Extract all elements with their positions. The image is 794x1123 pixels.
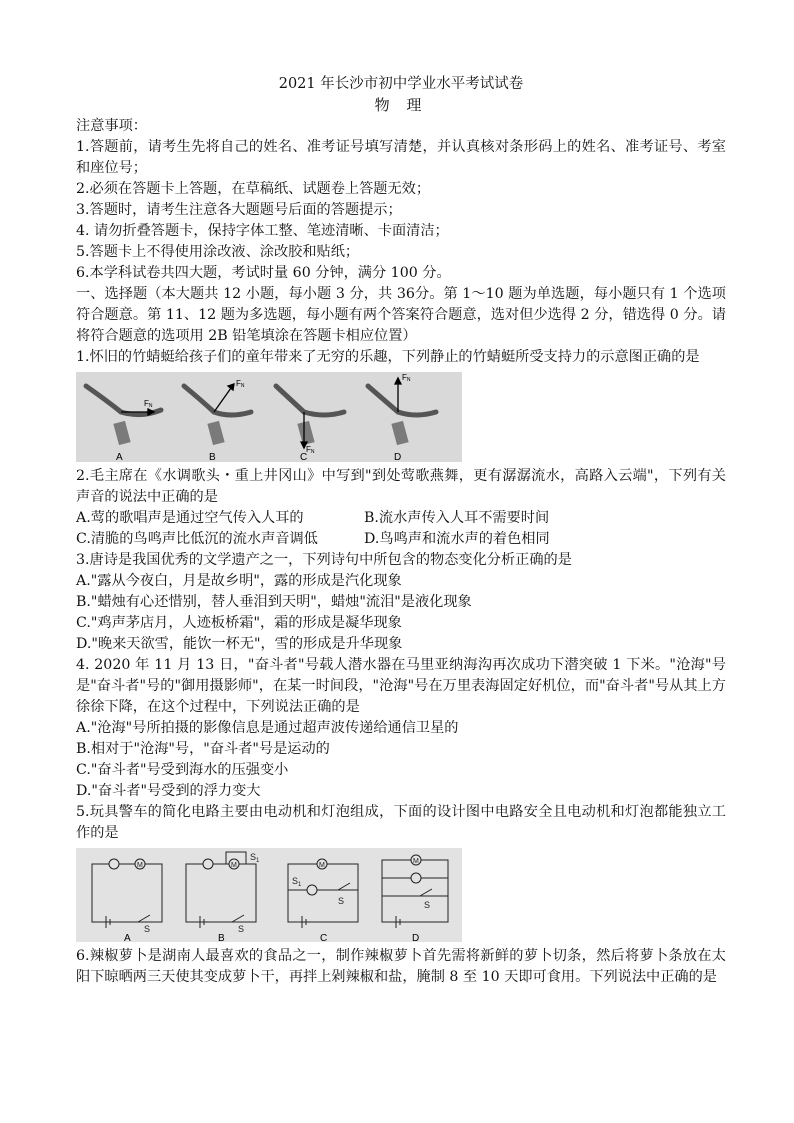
dragonfly-wing xyxy=(276,386,304,412)
switch1-label-b: $S_1$ xyxy=(250,852,260,864)
lamp-icon xyxy=(109,859,119,869)
q4-stem: 4. 2020 年 11 月 13 日，"奋斗者"号载人潜水器在马里亚纳海沟再次成功下潜突破 1 下米。"沧海"号是"奋斗者"号的"御用摄影师"，在某一时间段，"沧海"号在万里表海固定好机位，而"奋斗者"号从其上方徐徐下降，在这个过程中，下列说法正确的是 xyxy=(76,657,726,715)
q1-dragonfly-drawing xyxy=(76,372,462,462)
q1-figure-dragonfly xyxy=(76,372,462,462)
exam-subject: 物 理 xyxy=(374,96,428,114)
circuit-a-loop xyxy=(92,864,162,922)
q3-stem: 3.唐诗是我国优秀的文学遗产之一，下列诗句中所包含的物态变化分析正确的是 xyxy=(76,552,572,568)
switch-label-b: S xyxy=(238,924,245,934)
switch-label-d: S xyxy=(424,900,431,910)
q4-option-c: C."奋斗者"号受到海水的压强变小 xyxy=(76,762,289,778)
motor-symbol: M xyxy=(231,862,237,869)
exam-title: 2021 年长沙市初中学业水平考试试卷 xyxy=(278,76,524,92)
dragonfly-wing xyxy=(86,386,121,412)
fig-label-b: B xyxy=(218,933,225,942)
q2-options-row2 xyxy=(76,529,726,550)
q3-option-c: C."鸡声茅店月，人迹板桥霜"，霜的形成是凝华现象 xyxy=(76,615,402,631)
hand-shape xyxy=(113,421,130,445)
q3-option-b: B."蜡烛有心还惜别，替人垂泪到天明"，蜡烛"流泪"是液化现象 xyxy=(76,594,472,610)
dragonfly-wing xyxy=(304,412,344,415)
hand-shape xyxy=(391,421,408,445)
note-item: 3.答题时，请考生注意各大题题号后面的答题提示； xyxy=(76,202,402,218)
fig-label-d: D xyxy=(394,452,402,462)
q6-stem: 6.辣椒萝卜是湖南人最喜欢的食品之一，制作辣椒萝卜首先需将新鲜的萝卜切条，然后将萝卜条放在太阳下晾晒两三天使其变成萝卜干，再拌上剁辣椒和盐，腌制 8 至 10 天即可食用。下列说法中正确的是 xyxy=(76,948,726,985)
note-item: 6.本学科试卷共四大题，考试时量 60 分钟，满分 100 分。 xyxy=(76,265,451,281)
switch-icon xyxy=(338,883,350,890)
exam-page xyxy=(76,74,726,988)
switch-label-a: S xyxy=(144,924,151,934)
q4-option-b: B.相对于"沧海"号，"奋斗者"号是运动的 xyxy=(76,741,330,757)
fig-label-c: C xyxy=(320,933,328,942)
force-label-b: FN xyxy=(236,379,245,389)
note-item: 2.必须在答题卡上答题，在草稿纸、试题卷上答题无效； xyxy=(76,181,431,197)
switch1-label-c: $S_1$ xyxy=(292,876,302,888)
fig-label-a: A xyxy=(124,933,131,942)
dragonfly-wing xyxy=(184,386,214,412)
note-item: 4. 请勿折叠答题卡，保持字体工整、笔迹清晰、卡面清洁； xyxy=(76,223,449,239)
note-item: 5.答题卡上不得使用涂改液、涂改胶和贴纸； xyxy=(76,244,360,260)
motor-symbol: M xyxy=(413,858,419,865)
force-label-c: FN xyxy=(306,445,315,455)
q5-circuit-drawing xyxy=(76,848,462,942)
q2-option-b: B.流水声传入人耳不需要时间 xyxy=(364,510,550,526)
q2-option-d: D.鸟鸣声和流水声的着色相同 xyxy=(364,531,550,547)
q3-option-a: A."露从今夜白，月是故乡明"，露的形成是汽化现象 xyxy=(76,573,402,589)
lamp-icon xyxy=(307,885,317,895)
q2-option-a: A.莺的歌唱声是通过空气传入人耳的 xyxy=(76,510,304,526)
circuit-d-loop xyxy=(382,860,448,922)
switch-icon xyxy=(420,889,432,896)
switch-label-c: S xyxy=(338,896,345,906)
force-arrow-b xyxy=(214,388,231,412)
fig-label-a: A xyxy=(116,452,123,462)
circuit-c-loop xyxy=(288,864,358,922)
circuit-b-loop xyxy=(186,864,256,922)
lamp-icon xyxy=(203,859,213,869)
q3-option-d: D."晚来天欲雪，能饮一杯无"，雪的形成是升华现象 xyxy=(76,636,403,652)
switch-icon xyxy=(138,915,150,922)
q4-option-d: D."奋斗者"号受到的浮力变大 xyxy=(76,783,261,799)
q2-option-c: C.清脆的鸟鸣声比低沉的流水声音调低 xyxy=(76,531,318,547)
dragonfly-wing xyxy=(214,412,251,415)
q5-figure-circuits xyxy=(76,848,462,942)
fig-label-c: C xyxy=(300,452,308,462)
section1-intro: 一、选择题（本大题共 12 小题，每小题 3 分，共 36分。第 1～10 题为单选题，每小题只有 1 个选项符合题意。第 11、12 题为多选题，每小题有两个答案符合题意，选对但少选得 2 分，错选得 0 分。请将符合题意的选项用 2B 铅笔填涂在答题卡相应位置） xyxy=(76,286,726,344)
motor-symbol: M xyxy=(319,862,325,869)
lamp-icon xyxy=(411,873,421,883)
force-label-a: FN xyxy=(144,399,153,409)
q1-stem: 1.怀旧的竹蜻蜓给孩子们的童年带来了无穷的乐趣，下列静止的竹蜻蜓所受支持力的示意图正确的是 xyxy=(76,349,700,365)
fig-label-d: D xyxy=(412,933,420,942)
q2-stem: 2.毛主席在《水调歌头・重上井冈山》中写到"到处莺歌燕舞，更有潺潺流水，高路入云端"，下列有关声音的说法中正确的是 xyxy=(76,468,726,505)
q2-options-row1 xyxy=(76,508,726,529)
notes-heading: 注意事项： xyxy=(76,118,147,134)
dragonfly-wing xyxy=(398,412,436,415)
dragonfly-wing xyxy=(368,386,398,412)
hand-shape xyxy=(207,421,224,445)
note-item: 1.答题前，请考生先将自己的姓名、准考证号填写清楚，并认真核对条形码上的姓名、准考证号、考室和座位号； xyxy=(76,139,726,176)
q5-stem: 5.玩具警车的简化电路主要由电动机和灯泡组成，下面的设计图中电路安全且电动机和灯泡都能独立工作的是 xyxy=(76,804,726,841)
motor-symbol: M xyxy=(137,862,143,869)
q4-option-a: A."沧海"号所拍摄的影像信息是通过超声波传递给通信卫星的 xyxy=(76,720,459,736)
switch-icon xyxy=(232,915,244,922)
fig-label-b: B xyxy=(209,452,216,462)
force-label-d: FN xyxy=(402,373,411,383)
